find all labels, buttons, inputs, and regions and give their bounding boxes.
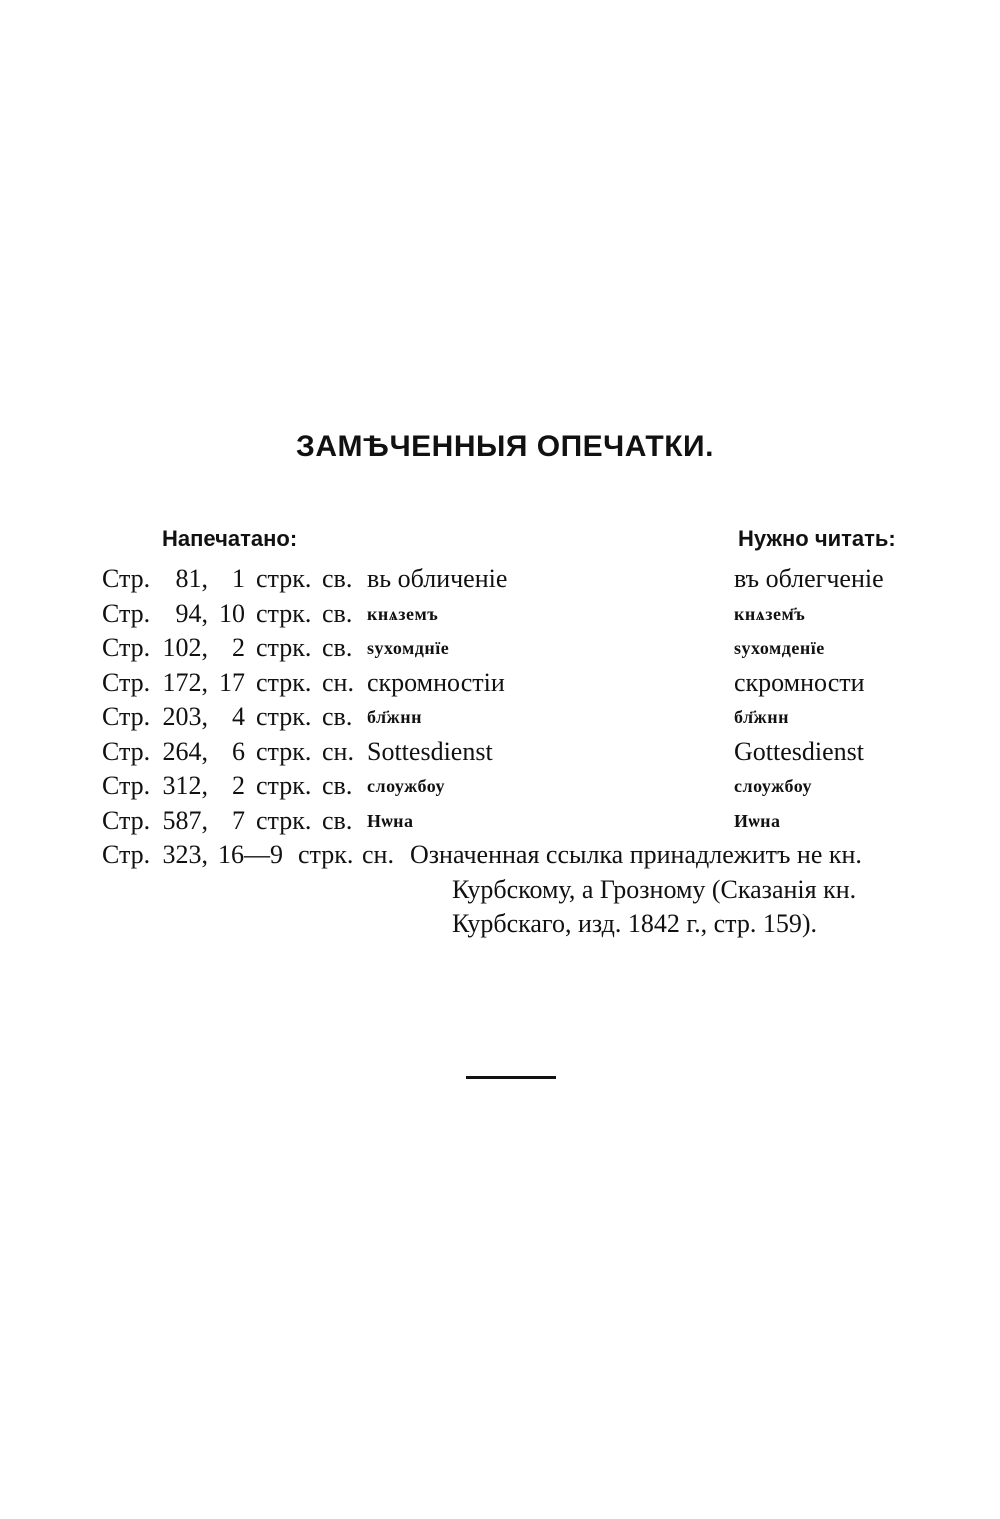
printed-text: Нѡна bbox=[367, 810, 414, 831]
note-text-line-3: Курбскаго, изд. 1842 г., стр. 159). bbox=[452, 909, 818, 938]
direction: св. bbox=[322, 771, 353, 800]
line-number: 6 bbox=[232, 736, 245, 766]
correct-text: ѕухомденїе bbox=[734, 638, 825, 658]
line-number: 4 bbox=[232, 702, 245, 731]
line-number: 2 bbox=[232, 633, 245, 662]
line-abbrev: стрк. bbox=[256, 598, 312, 628]
errata-note-row bbox=[0, 838, 1000, 873]
errata-list bbox=[0, 562, 1000, 942]
line-abbrev: стрк. bbox=[256, 736, 312, 766]
page-number: 587, bbox=[162, 805, 208, 835]
direction: св. bbox=[322, 702, 353, 731]
errata-row bbox=[0, 631, 1000, 666]
direction: сн. bbox=[362, 840, 394, 869]
direction: сн. bbox=[322, 736, 354, 766]
note-text-line-1: Означенная ссылка принадлежитъ не кн. bbox=[410, 840, 862, 869]
line-number: 7 bbox=[232, 805, 245, 835]
correct-text: скромности bbox=[734, 667, 865, 697]
page-abbrev: Стр. bbox=[102, 667, 151, 697]
printed-text: скромностiи bbox=[367, 667, 505, 697]
header-printed: Напечатано: bbox=[162, 526, 298, 551]
errata-row bbox=[0, 769, 1000, 804]
note-text-line-2: Курбскому, а Грозному (Сказанiя кн. bbox=[452, 874, 857, 904]
line-abbrev: стрк. bbox=[256, 564, 312, 593]
line-number: 17 bbox=[219, 667, 245, 697]
page-abbrev: Стр. bbox=[102, 633, 151, 662]
errata-row bbox=[0, 804, 1000, 839]
line-number: 1 bbox=[232, 564, 245, 593]
printed-text: вь обличенiе bbox=[367, 564, 508, 593]
direction: св. bbox=[322, 805, 353, 835]
line-abbrev: стрк. bbox=[256, 667, 312, 697]
direction: св. bbox=[322, 564, 353, 593]
page-abbrev: Стр. bbox=[102, 840, 151, 869]
page-number: 312, bbox=[162, 771, 208, 800]
page-abbrev: Стр. bbox=[102, 564, 151, 593]
printed-text: слоужбоу bbox=[367, 776, 446, 796]
page-abbrev: Стр. bbox=[102, 598, 151, 628]
correct-text: бл҃жнн bbox=[734, 707, 789, 727]
line-range: 16—9 bbox=[218, 840, 283, 869]
errata-row bbox=[0, 562, 1000, 597]
line-abbrev: стрк. bbox=[256, 633, 312, 662]
page-number: 264, bbox=[162, 736, 208, 766]
correct-text: Иѡна bbox=[734, 810, 781, 831]
line-abbrev: стрк. bbox=[256, 702, 312, 731]
line-number: 10 bbox=[219, 598, 245, 628]
direction: св. bbox=[322, 633, 353, 662]
page-number: 203, bbox=[162, 702, 208, 731]
errata-row bbox=[0, 735, 1000, 770]
end-divider bbox=[466, 1076, 556, 1079]
errata-row bbox=[0, 666, 1000, 701]
printed-text: Sottesdienst bbox=[367, 736, 493, 766]
line-abbrev: стрк. bbox=[256, 805, 312, 835]
page-number: 323, bbox=[162, 840, 208, 869]
note-continuation bbox=[0, 907, 1000, 942]
note-continuation bbox=[0, 873, 1000, 908]
page-abbrev: Стр. bbox=[102, 771, 151, 800]
page-abbrev: Стр. bbox=[102, 702, 151, 731]
correct-text: Gottesdienst bbox=[734, 736, 864, 766]
direction: сн. bbox=[322, 667, 354, 697]
correct-text: кнѧзем҃ъ bbox=[734, 603, 806, 624]
line-abbrev: стрк. bbox=[256, 771, 312, 800]
page-abbrev: Стр. bbox=[102, 736, 151, 766]
page-number: 172, bbox=[162, 667, 208, 697]
header-read-as: Нужно читать: bbox=[738, 526, 896, 551]
page-title: ЗАМѢЧЕННЫЯ ОПЕЧАТКИ. bbox=[296, 430, 714, 463]
direction: св. bbox=[322, 598, 353, 628]
page-number: 102, bbox=[162, 633, 208, 662]
page-abbrev: Стр. bbox=[102, 805, 151, 835]
correct-text: въ облегченiе bbox=[734, 564, 884, 593]
errata-row bbox=[0, 700, 1000, 735]
printed-text: бл҃жнн bbox=[367, 707, 422, 727]
page-number: 94, bbox=[175, 598, 208, 628]
line-abbrev: стрк. bbox=[298, 840, 354, 869]
printed-text: ѕухомднїе bbox=[367, 638, 450, 658]
correct-text: слоужбоу bbox=[734, 776, 813, 796]
page-number: 81, bbox=[175, 564, 208, 593]
line-number: 2 bbox=[232, 771, 245, 800]
errata-row bbox=[0, 597, 1000, 632]
printed-text: кнѧземъ bbox=[367, 603, 439, 624]
